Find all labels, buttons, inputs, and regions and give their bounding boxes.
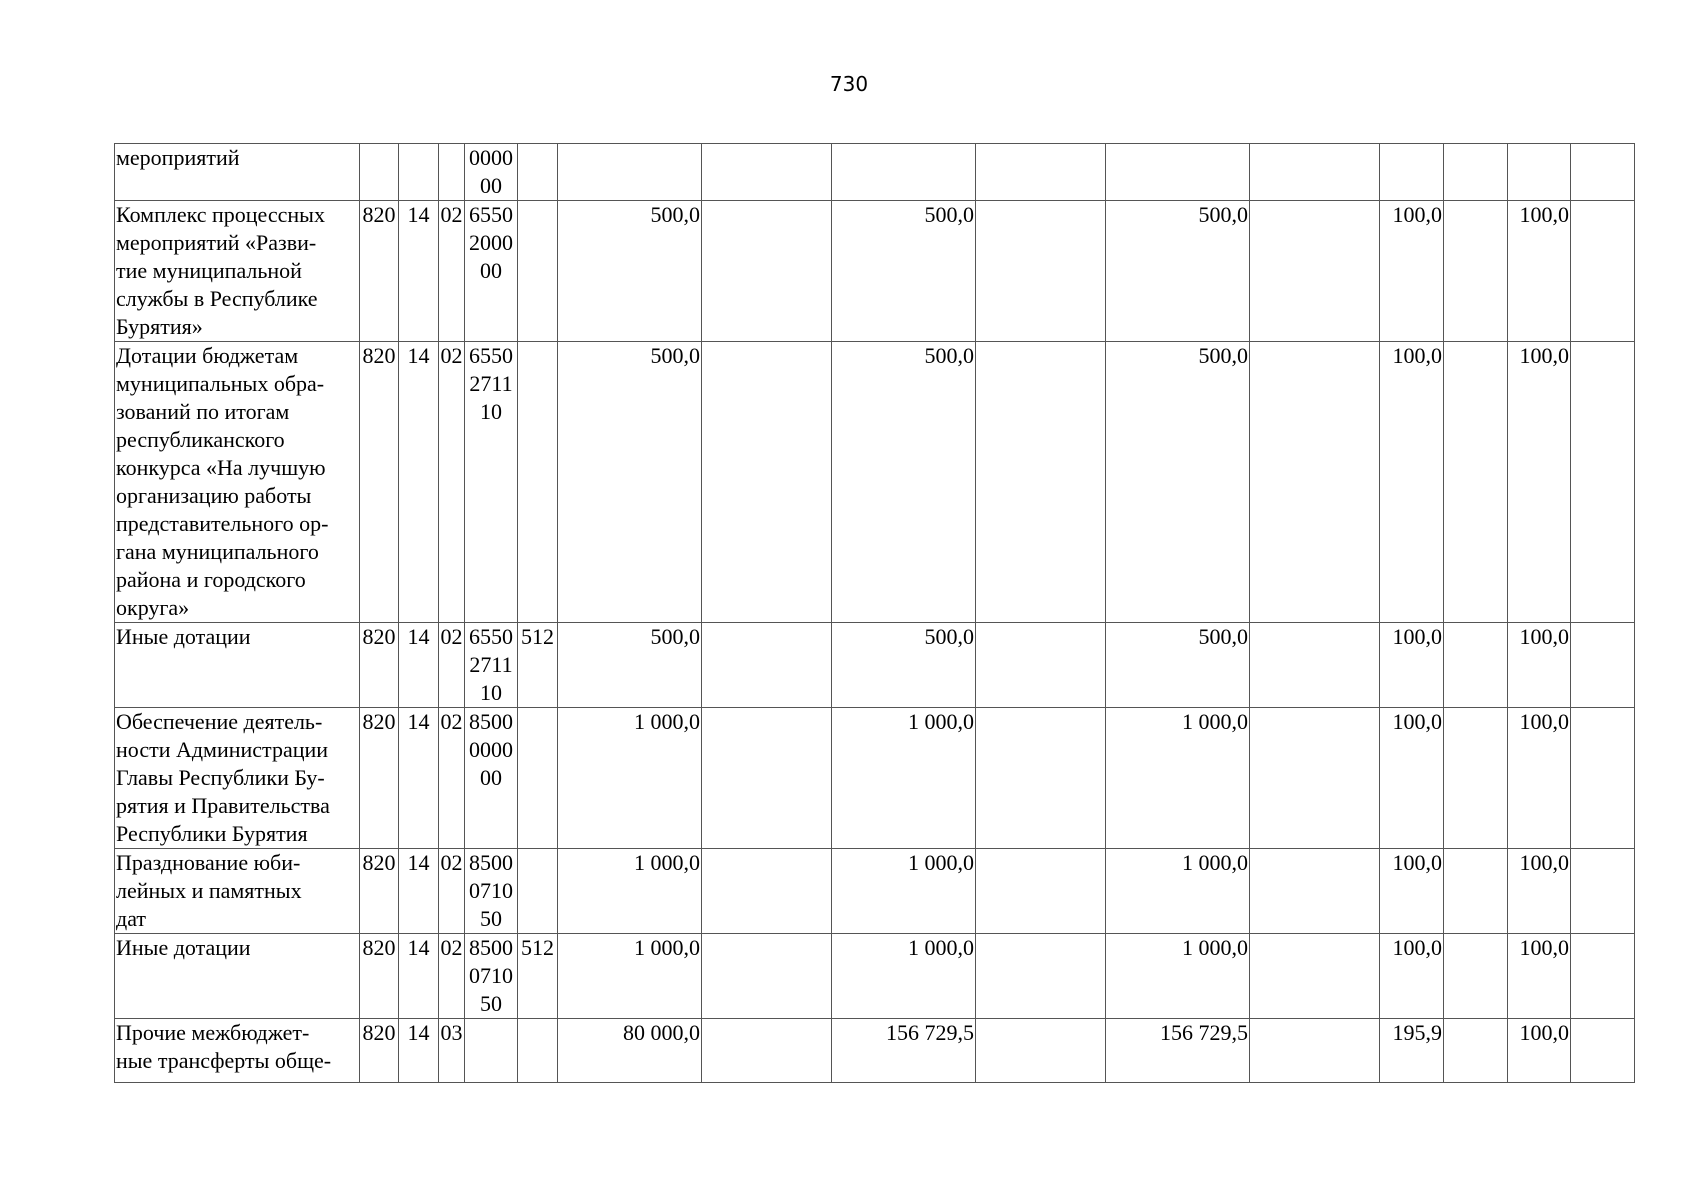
amount-cell-2: 156 729,5 — [832, 1019, 976, 1083]
empty-cell — [1444, 623, 1508, 708]
table-row — [115, 934, 1635, 1019]
empty-cell — [702, 623, 832, 708]
amount-cell-3: 500,0 — [1106, 623, 1250, 708]
section-cell — [399, 144, 439, 201]
empty-cell — [1250, 342, 1380, 623]
amount-cell-3: 500,0 — [1106, 342, 1250, 623]
section-cell: 14 — [399, 934, 439, 1019]
row-name: Прочие межбюджет- ные трансферты обще- — [115, 1019, 360, 1083]
expense-type-cell — [518, 144, 558, 201]
percent-cell-1 — [1380, 144, 1444, 201]
grbs-cell: 820 — [360, 201, 399, 342]
percent-cell-2: 100,0 — [1508, 623, 1571, 708]
empty-cell — [976, 934, 1106, 1019]
empty-cell — [1571, 708, 1635, 849]
subsection-cell: 02 — [439, 849, 465, 934]
percent-cell-2: 100,0 — [1508, 708, 1571, 849]
expense-type-cell — [518, 1019, 558, 1083]
empty-cell — [1250, 144, 1380, 201]
percent-cell-1: 100,0 — [1380, 201, 1444, 342]
grbs-cell: 820 — [360, 934, 399, 1019]
amount-cell-2: 1 000,0 — [832, 849, 976, 934]
empty-cell — [1250, 849, 1380, 934]
target-article-cell: 8500 0710 50 — [465, 849, 518, 934]
empty-cell — [702, 849, 832, 934]
amount-cell-1: 1 000,0 — [558, 708, 702, 849]
target-article-cell — [465, 1019, 518, 1083]
amount-cell-2: 500,0 — [832, 342, 976, 623]
expense-type-cell — [518, 201, 558, 342]
empty-cell — [976, 623, 1106, 708]
expense-type-cell: 512 — [518, 934, 558, 1019]
empty-cell — [1444, 201, 1508, 342]
empty-cell — [976, 849, 1106, 934]
empty-cell — [1444, 934, 1508, 1019]
empty-cell — [976, 201, 1106, 342]
empty-cell — [1444, 708, 1508, 849]
empty-cell — [1250, 934, 1380, 1019]
amount-cell-2 — [832, 144, 976, 201]
table-row — [115, 1019, 1635, 1083]
empty-cell — [1571, 201, 1635, 342]
amount-cell-2: 1 000,0 — [832, 708, 976, 849]
empty-cell — [1444, 849, 1508, 934]
empty-cell — [1444, 342, 1508, 623]
empty-cell — [1444, 144, 1508, 201]
table-row — [115, 849, 1635, 934]
target-article-cell: 6550 2711 10 — [465, 623, 518, 708]
amount-cell-1 — [558, 144, 702, 201]
page-number: 730 — [829, 72, 869, 96]
table-row — [115, 144, 1635, 201]
percent-cell-1: 100,0 — [1380, 934, 1444, 1019]
empty-cell — [702, 1019, 832, 1083]
empty-cell — [1571, 144, 1635, 201]
empty-cell — [976, 342, 1106, 623]
row-name: Иные дотации — [115, 623, 360, 708]
empty-cell — [1250, 1019, 1380, 1083]
grbs-cell: 820 — [360, 708, 399, 849]
table-row — [115, 342, 1635, 623]
target-article-cell: 0000 00 — [465, 144, 518, 201]
amount-cell-1: 1 000,0 — [558, 934, 702, 1019]
empty-cell — [702, 342, 832, 623]
amount-cell-3: 1 000,0 — [1106, 708, 1250, 849]
empty-cell — [1571, 342, 1635, 623]
section-cell: 14 — [399, 1019, 439, 1083]
amount-cell-3: 156 729,5 — [1106, 1019, 1250, 1083]
empty-cell — [1250, 708, 1380, 849]
empty-cell — [976, 708, 1106, 849]
section-cell: 14 — [399, 201, 439, 342]
amount-cell-2: 500,0 — [832, 623, 976, 708]
section-cell: 14 — [399, 708, 439, 849]
amount-cell-2: 500,0 — [832, 201, 976, 342]
table-row — [115, 623, 1635, 708]
row-name: Иные дотации — [115, 934, 360, 1019]
row-name: мероприятий — [115, 144, 360, 201]
expense-type-cell — [518, 708, 558, 849]
percent-cell-1: 100,0 — [1380, 342, 1444, 623]
empty-cell — [1250, 623, 1380, 708]
amount-cell-2: 1 000,0 — [832, 934, 976, 1019]
row-name: Комплекс процессных мероприятий «Разви- тие муниципальной службы в Республике Бурятия» — [115, 201, 360, 342]
subsection-cell: 02 — [439, 342, 465, 623]
empty-cell — [1571, 934, 1635, 1019]
empty-cell — [702, 201, 832, 342]
percent-cell-1: 195,9 — [1380, 1019, 1444, 1083]
budget-table — [114, 143, 1635, 1083]
subsection-cell: 02 — [439, 201, 465, 342]
percent-cell-2: 100,0 — [1508, 342, 1571, 623]
table-row — [115, 708, 1635, 849]
target-article-cell: 8500 0000 00 — [465, 708, 518, 849]
empty-cell — [976, 144, 1106, 201]
section-cell: 14 — [399, 342, 439, 623]
empty-cell — [1571, 623, 1635, 708]
table-row — [115, 201, 1635, 342]
amount-cell-3: 1 000,0 — [1106, 849, 1250, 934]
expense-type-cell — [518, 849, 558, 934]
percent-cell-1: 100,0 — [1380, 849, 1444, 934]
percent-cell-2: 100,0 — [1508, 201, 1571, 342]
empty-cell — [1571, 849, 1635, 934]
amount-cell-3: 1 000,0 — [1106, 934, 1250, 1019]
row-name: Обеспечение деятель- ности Администрации Главы Республики Бу- рятия и Правительства Республики Бурятия — [115, 708, 360, 849]
subsection-cell: 02 — [439, 623, 465, 708]
subsection-cell: 02 — [439, 708, 465, 849]
grbs-cell: 820 — [360, 623, 399, 708]
subsection-cell — [439, 144, 465, 201]
target-article-cell: 6550 2000 00 — [465, 201, 518, 342]
empty-cell — [702, 708, 832, 849]
percent-cell-2: 100,0 — [1508, 1019, 1571, 1083]
grbs-cell: 820 — [360, 1019, 399, 1083]
percent-cell-2: 100,0 — [1508, 849, 1571, 934]
empty-cell — [976, 1019, 1106, 1083]
amount-cell-1: 500,0 — [558, 342, 702, 623]
amount-cell-3: 500,0 — [1106, 201, 1250, 342]
section-cell: 14 — [399, 623, 439, 708]
amount-cell-1: 1 000,0 — [558, 849, 702, 934]
empty-cell — [702, 144, 832, 201]
grbs-cell: 820 — [360, 342, 399, 623]
percent-cell-2 — [1508, 144, 1571, 201]
row-name: Празднование юби- лейных и памятных дат — [115, 849, 360, 934]
expense-type-cell: 512 — [518, 623, 558, 708]
amount-cell-1: 500,0 — [558, 201, 702, 342]
subsection-cell: 02 — [439, 934, 465, 1019]
empty-cell — [702, 934, 832, 1019]
expense-type-cell — [518, 342, 558, 623]
subsection-cell: 03 — [439, 1019, 465, 1083]
target-article-cell: 8500 0710 50 — [465, 934, 518, 1019]
section-cell: 14 — [399, 849, 439, 934]
empty-cell — [1250, 201, 1380, 342]
grbs-cell — [360, 144, 399, 201]
target-article-cell: 6550 2711 10 — [465, 342, 518, 623]
grbs-cell: 820 — [360, 849, 399, 934]
amount-cell-3 — [1106, 144, 1250, 201]
empty-cell — [1571, 1019, 1635, 1083]
empty-cell — [1444, 1019, 1508, 1083]
percent-cell-2: 100,0 — [1508, 934, 1571, 1019]
percent-cell-1: 100,0 — [1380, 623, 1444, 708]
percent-cell-1: 100,0 — [1380, 708, 1444, 849]
amount-cell-1: 500,0 — [558, 623, 702, 708]
row-name: Дотации бюджетам муниципальных обра- зований по итогам республиканского конкурса «На лучшую организацию работы представительного ор- гана муниципального района и городского округа» — [115, 342, 360, 623]
amount-cell-1: 80 000,0 — [558, 1019, 702, 1083]
